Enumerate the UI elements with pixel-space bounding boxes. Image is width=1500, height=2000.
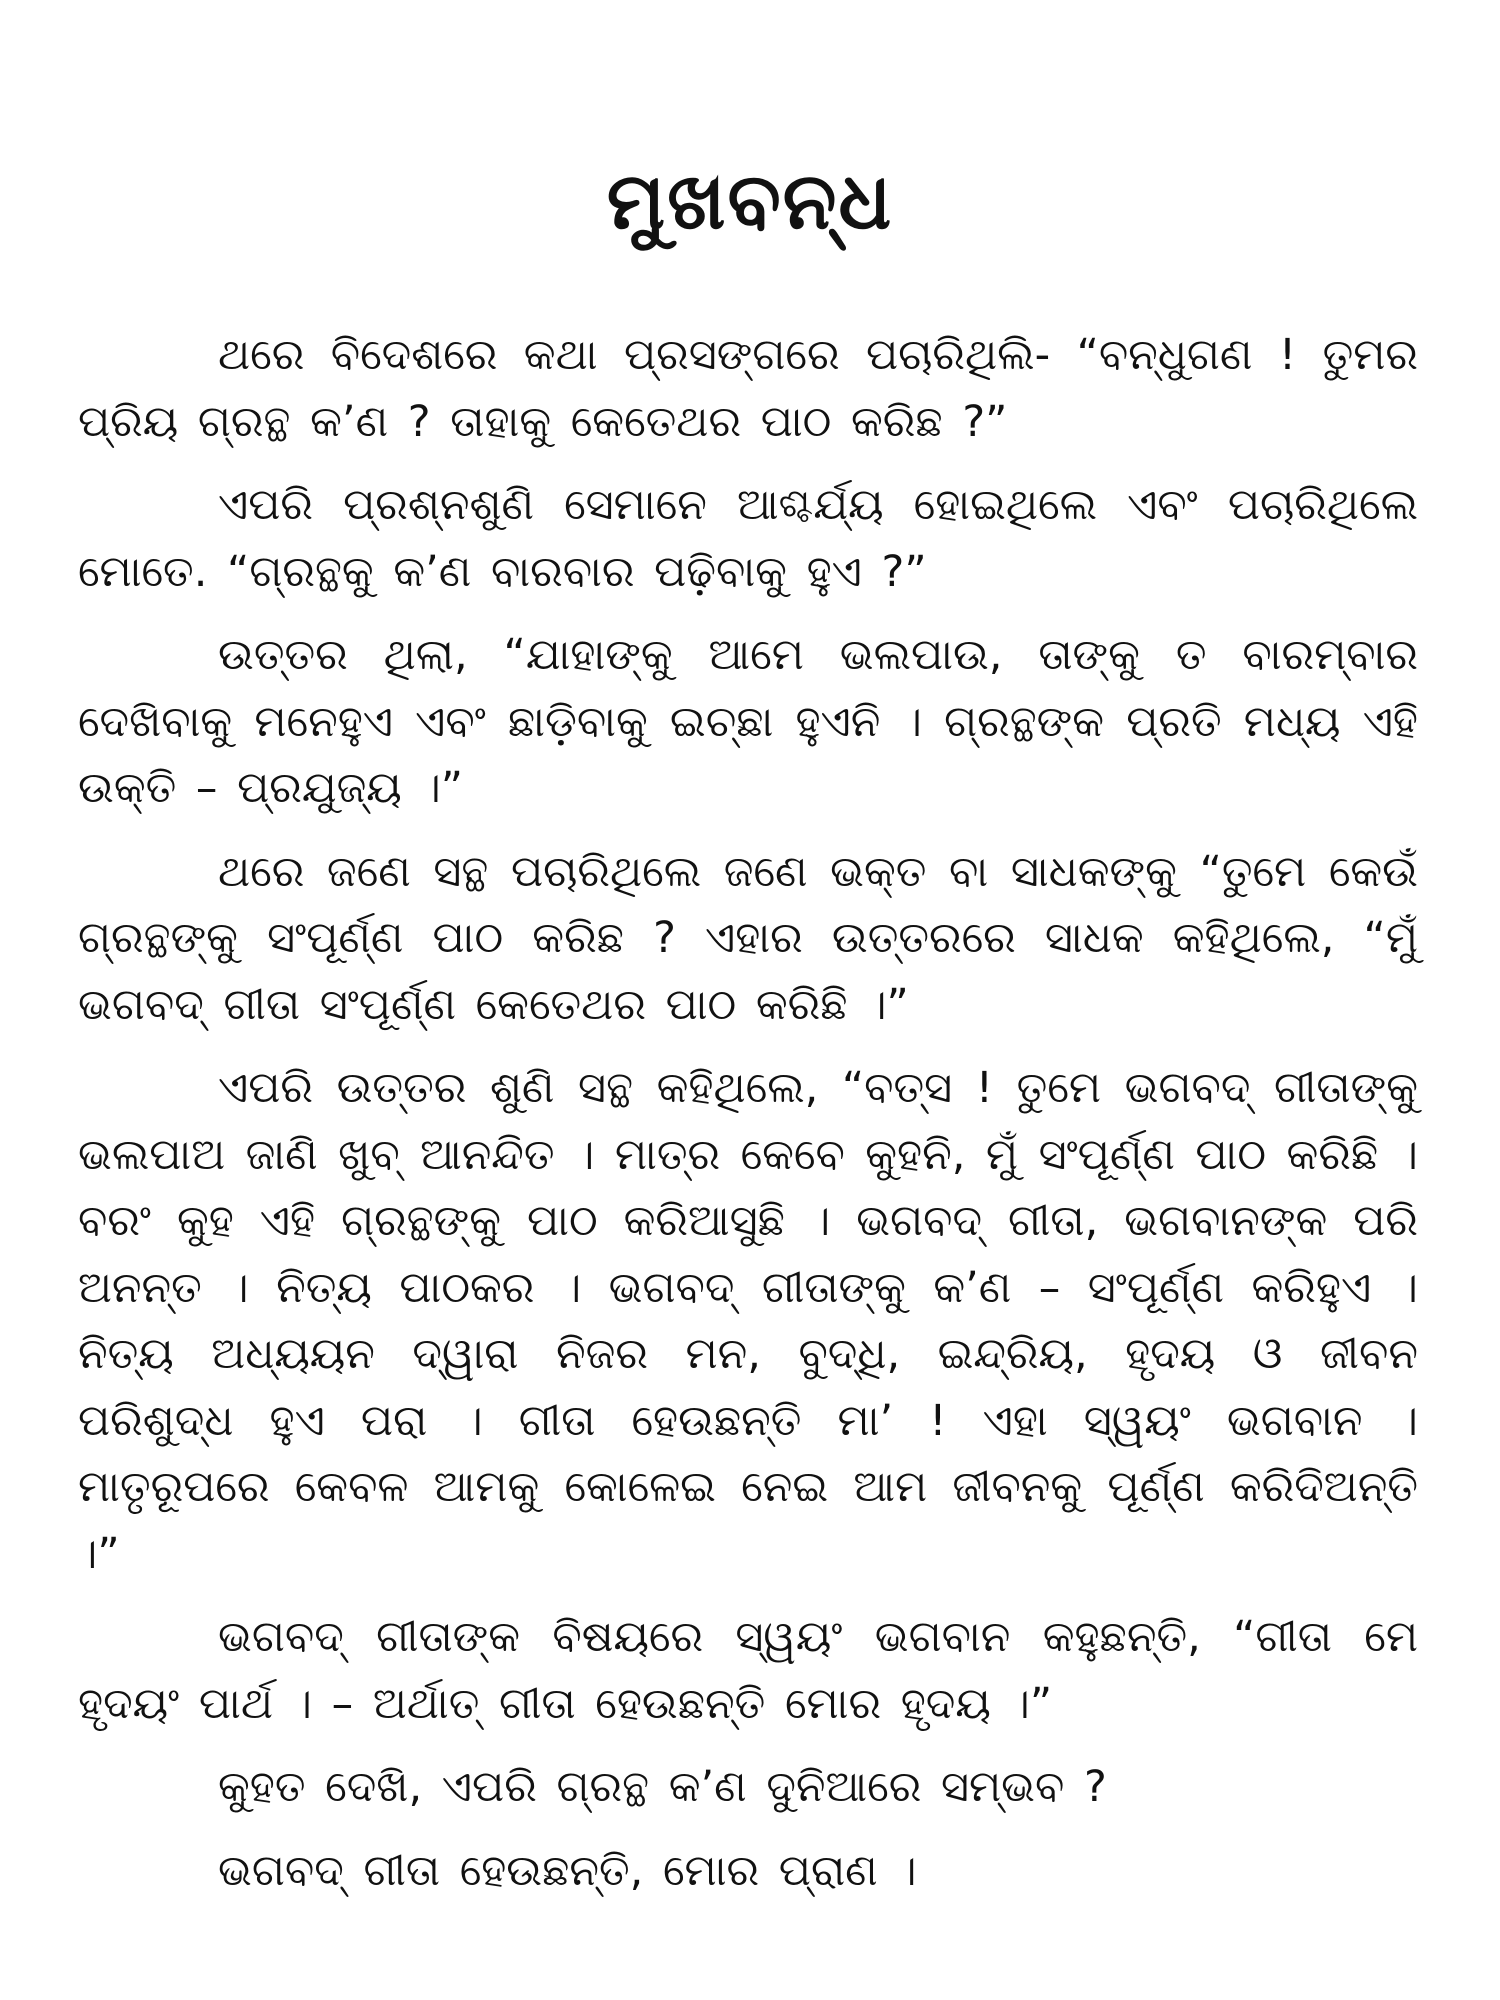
paragraph-4: ଥରେ ଜଣେ ସନ୍ଥ ପଚାରିଥିଲେ ଜଣେ ଭକ୍ତ ବା ସାଧକଙ୍କୁ “ତୁମେ କେଉଁ ଗ୍ରନ୍ଥଙ୍କୁ ସଂପୂର୍ଣ୍ଣ ପାଠ କରିଛ ? ଏହାର ଉତ୍ତରରେ ସାଧକ କହିଥିଲେ, “ମୁଁ ଭଗବଦ୍ ଗୀତା ସଂପୂର୍ଣ୍ଣ କେତେଥର ପାଠ କରିଛି ।”	[78, 846, 1418, 1030]
paragraph-3: ଉତ୍ତର ଥିଲା, “ଯାହାଙ୍କୁ ଆମେ ଭଲପାଉ, ତାଙ୍କୁ ତ ବାରମ୍ବାର ଦେଖିବାକୁ ମନେହୁଏ ଏବଂ ଛାଡ଼ିବାକୁ ଇଚ୍ଛା ହୁଏନି । ଗ୍ରନ୍ଥଙ୍କ ପ୍ରତି ମଧ୍ୟ ଏହି ଉକ୍ତି – ପ୍ରଯୁଜ୍ୟ ।”	[78, 630, 1418, 813]
paragraph-2: ଏପରି ପ୍ରଶ୍ନଶୁଣି ସେମାନେ ଆଶ୍ଚର୍ଯ୍ୟ ହୋଇଥିଲେ ଏବଂ ପଚାରିଥିଲେ ମୋତେ. “ଗ୍ରନ୍ଥକୁ କ’ଣ ବାରବାର ପଢ଼ିବାକୁ ହୁଏ ?”	[78, 480, 1418, 597]
paragraph-1: ଥରେ ବିଦେଶରେ କଥା ପ୍ରସଙ୍ଗରେ ପଚାରିଥିଲି- “ବନ୍ଧୁଗଣ ! ତୁମର ପ୍ରିୟ ଗ୍ରନ୍ଥ କ’ଣ ? ତାହାକୁ କେତେଥର ପାଠ କରିଛ ?”	[78, 330, 1418, 447]
paragraph-7: କୁହତ ଦେଖି, ଏପରି ଗ୍ରନ୍ଥ କ’ଣ ଦୁନିଆରେ ସମ୍ଭବ ?	[218, 1762, 1107, 1812]
page-title: ମୁଖବନ୍ଧ	[606, 157, 894, 248]
paragraph-5: ଏପରି ଉତ୍ତର ଶୁଣି ସନ୍ଥ କହିଥିଲେ, “ବତ୍ସ ! ତୁମେ ଭଗବଦ୍ ଗୀତାଙ୍କୁ ଭଲପାଅ ଜାଣି ଖୁବ୍ ଆନନ୍ଦିତ । ମାତ୍ର କେବେ କୁହନି, ମୁଁ ସଂପୂର୍ଣ୍ଣ ପାଠ କରିଛି । ବରଂ କୁହ ଏହି ଗ୍ରନ୍ଥଙ୍କୁ ପାଠ କରିଆସୁଛି । ଭଗବଦ୍ ଗୀତା, ଭଗବାନଙ୍କ ପରି ଅନନ୍ତ । ନିତ୍ୟ ପାଠକର । ଭଗବଦ୍ ଗୀତାଙ୍କୁ କ’ଣ – ସଂପୂର୍ଣ୍ଣ କରିହୁଏ । ନିତ୍ୟ ଅଧ୍ୟୟନ ଦ୍ୱାରା ନିଜର ମନ, ବୁଦ୍ଧି, ଇନ୍ଦ୍ରିୟ, ହୃଦୟ ଓ ଜୀବନ ପରିଶୁଦ୍ଧ ହୁଏ ପରା । ଗୀତା ହେଉଛନ୍ତି ମା’ ! ଏହା ସ୍ୱୟଂ ଭଗବାନ । ମାତୃରୂପରେ କେବଳ ଆମକୁ କୋଳେଇ ନେଇ ଆମ ଜୀବନକୁ ପୂର୍ଣ୍ଣ କରିଦିଅନ୍ତି ।”	[78, 1063, 1418, 1579]
paragraph-8: ଭଗବଦ୍ ଗୀତା ହେଉଛନ୍ତି, ମୋର ପ୍ରାଣ ।	[218, 1845, 917, 1896]
paragraph-6: ଭଗବଦ୍ ଗୀତାଙ୍କ ବିଷୟରେ ସ୍ୱୟଂ ଭଗବାନ କହୁଛନ୍ତି, “ଗୀତା ମେ ହୃଦୟଂ ପାର୍ଥ । – ଅର୍ଥାତ୍ ଗୀତା ହେଉଛନ୍ତି ମୋର ହୃଦୟ ।”	[78, 1612, 1418, 1729]
body-text	[78, 322, 1418, 1921]
